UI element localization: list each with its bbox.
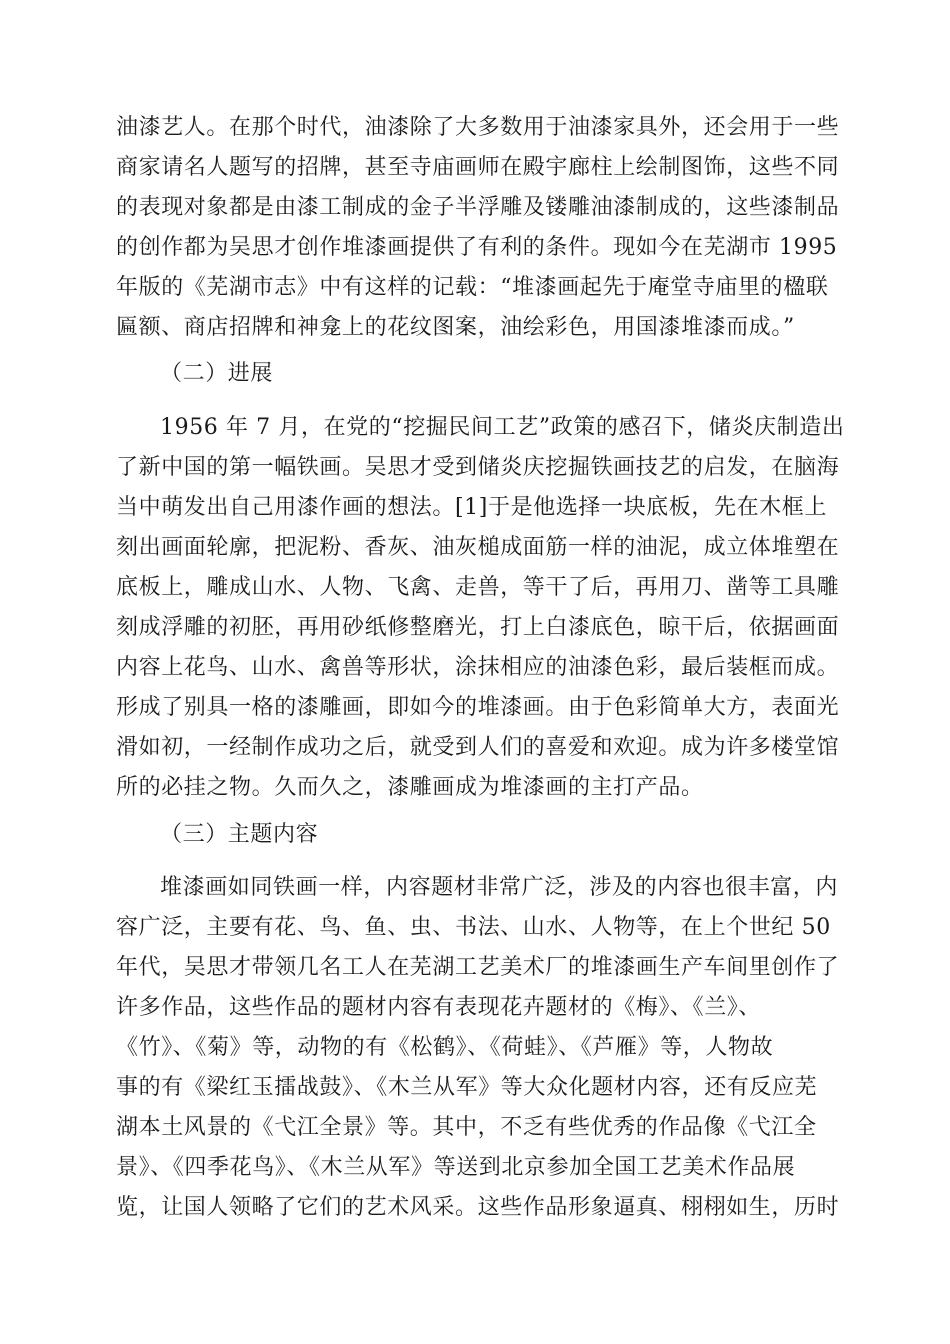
paragraph-line: 商家请名人题写的招牌，甚至寺庙画师在殿宇廊柱上绘制图饰，这些不同 [116,155,840,180]
paragraph-line: 当中萌发出自己用漆作画的想法。[1]于是他选择一块底板，先在木框上 [116,495,827,520]
paragraph-line: 刻成浮雕的初胚，再用砂纸修整磨光，打上白漆底色，晾干后，依据画面 [116,615,840,640]
section-heading: （三）主题内容 [160,822,319,847]
paragraph-line: 年版的《芜湖市志》中有这样的记载：“堆漆画起先于庵堂寺庙里的楹联 [116,275,829,300]
paragraph-line: 事的有《梁红玉擂战鼓》、《木兰从军》等大众化题材内容，还有反应芜 [116,1075,818,1100]
paragraph-line: 的创作都为吴思才创作堆漆画提供了有利的条件。现如今在芜湖市 1995 [116,235,838,260]
paragraph-line: 滑如初，一经制作成功之后，就受到人们的喜爱和欢迎。成为许多楼堂馆 [116,735,840,760]
paragraph-line: 匾额、商店招牌和神龛上的花纹图案，油绘彩色，用国漆堆漆而成。” [116,315,795,340]
paragraph-line: 年代，吴思才带领几名工人在芜湖工艺美术厂的堆漆画生产车间里创作了 [116,955,840,980]
paragraph-line: 湖本土风景的《弋江全景》等。其中，不乏有些优秀的作品像《弋江全 [116,1115,817,1140]
paragraph-line: 油漆艺人。在那个时代，油漆除了大多数用于油漆家具外，还会用于一些 [116,115,840,140]
paragraph-line: 许多作品，这些作品的题材内容有表现花卉题材的《梅》、《兰》、 [116,995,762,1020]
paragraph-line: 刻出画面轮廓，把泥粉、香灰、油灰槌成面筋一样的油泥，成立体堆塑在 [116,535,840,560]
paragraph-line: 所的必挂之物。久而久之，漆雕画成为堆漆画的主打产品。 [116,775,704,800]
paragraph-line: 了新中国的第一幅铁画。吴思才受到储炎庆挖掘铁画技艺的启发，在脑海 [116,455,840,480]
paragraph-line: 容广泛，主要有花、鸟、鱼、虫、书法、山水、人物等，在上个世纪 50 [116,915,831,940]
paragraph-line: 景》、《四季花鸟》、《木兰从军》等送到北京参加全国工艺美术作品展 [116,1155,796,1180]
paragraph-line: 览，让国人领略了它们的艺术风采。这些作品形象逼真、栩栩如生，历时 [116,1195,840,1220]
paragraph-line: 底板上，雕成山水、人物、飞禽、走兽，等干了后，再用刀、凿等工具雕 [116,575,840,600]
section-heading: （二）进展 [160,361,274,386]
paragraph-line: 的表现对象都是由漆工制成的金子半浮雕及镂雕油漆制成的，这些漆制品 [116,195,840,220]
paragraph-line: 堆漆画如同铁画一样，内容题材非常广泛，涉及的内容也很丰富，内 [160,875,839,900]
paragraph-line: 《竹》、《菊》等，动物的有《松鹤》、《荷蛙》、《芦雁》等，人物故 [116,1035,774,1060]
paragraph-line: 内容上花鸟、山水、禽兽等形状，涂抹相应的油漆色彩，最后装框而成。 [116,655,840,680]
paragraph-line: 形成了别具一格的漆雕画，即如今的堆漆画。由于色彩简单大方，表面光 [116,695,840,720]
paragraph-line: 1956 年 7 月，在党的“挖掘民间工艺”政策的感召下，储炎庆制造出 [160,415,845,440]
